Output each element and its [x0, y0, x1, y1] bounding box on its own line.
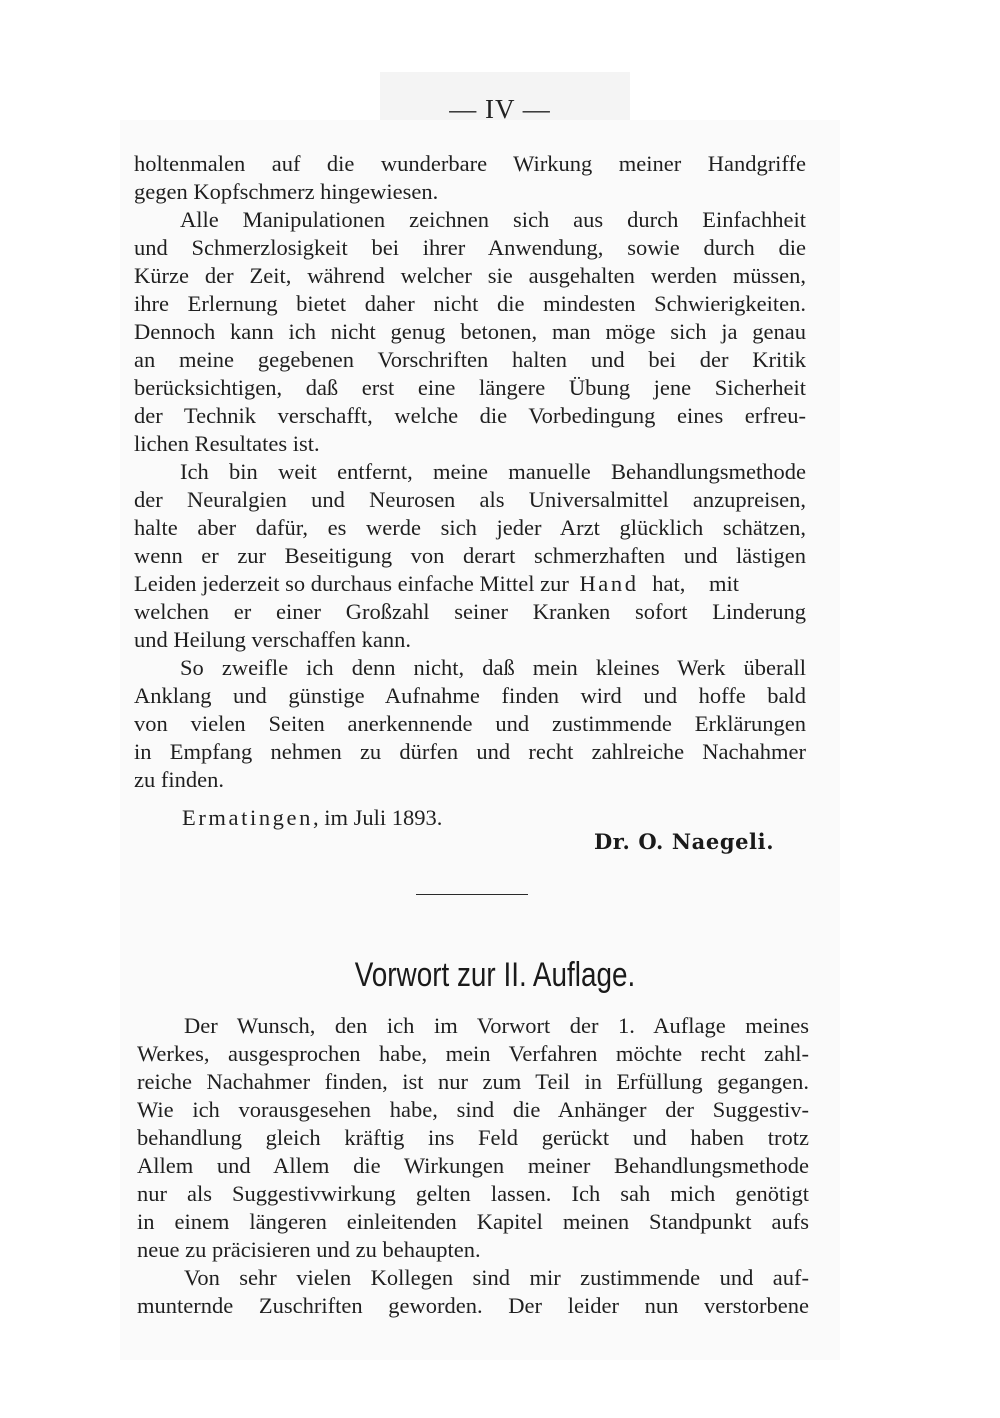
- text-line: gegen Kopfschmerz hingewiesen.: [134, 179, 439, 204]
- text-line: der Neuralgien und Neurosen als Universalmittel anzupreisen,: [134, 487, 806, 512]
- text-line: Werkes, ausgesprochen habe, mein Verfahren möchte recht zahl-: [137, 1041, 809, 1066]
- place-and-date: [182, 804, 442, 832]
- text-line: [134, 570, 739, 598]
- text-line: ihre Erlernung bietet daher nicht die mindesten Schwierigkeiten.: [134, 291, 806, 316]
- signature: Dr. O. Naegeli.: [594, 829, 775, 854]
- text-line: der Technik verschafft, welche die Vorbedingung eines erfreu-: [134, 403, 806, 428]
- text-line: welchen er einer Großzahl seiner Kranken sofort Linderung: [134, 599, 806, 624]
- text-line: Dennoch kann ich nicht genug betonen, man möge sich ja genau: [134, 319, 806, 344]
- page-number: — IV —: [449, 94, 551, 124]
- text-line: Kürze der Zeit, während welcher sie ausgehalten werden müssen,: [134, 263, 806, 288]
- section-divider: [416, 894, 528, 895]
- text-line-start: Leiden jederzeit so durchaus einfache Mittel zur: [134, 571, 569, 596]
- text-line: nur als Suggestivwirkung gelten lassen. Ich sah mich genötigt: [137, 1181, 809, 1206]
- text-line: Von sehr vielen Kollegen sind mir zustimmende und auf-: [184, 1265, 809, 1290]
- text-line: behandlung gleich kräftig ins Feld gerückt und haben trotz: [137, 1125, 809, 1150]
- text-line: Anklang und günstige Aufnahme finden wird und hoffe bald: [134, 683, 806, 708]
- text-line: Wie ich vorausgesehen habe, sind die Anhänger der Suggestiv-: [137, 1097, 809, 1122]
- text-line: in einem längeren einleitenden Kapitel meinen Standpunkt aufs: [137, 1209, 809, 1234]
- emphasized-word: Hand: [579, 571, 639, 596]
- text-line: lichen Resultates ist.: [134, 431, 320, 456]
- text-line: So zweifle ich denn nicht, daß mein kleines Werk überall: [180, 655, 806, 680]
- place: Ermatingen: [182, 805, 313, 830]
- text-line: Ich bin weit entfernt, meine manuelle Behandlungsmethode: [180, 459, 806, 484]
- text-line: Alle Manipulationen zeichnen sich aus durch Einfachheit: [180, 207, 806, 232]
- text-line: und Heilung verschaffen kann.: [134, 627, 411, 652]
- text-line: von vielen Seiten anerkennende und zustimmende Erklärungen: [134, 711, 806, 736]
- text-line: holtenmalen auf die wunderbare Wirkung meiner Handgriffe: [134, 151, 806, 176]
- text-line: Der Wunsch, den ich im Vorwort der 1. Auflage meines: [184, 1013, 809, 1038]
- text-line: Allem und Allem die Wirkungen meiner Behandlungsmethode: [137, 1153, 809, 1178]
- text-line: neue zu präcisieren und zu behaupten.: [137, 1237, 481, 1262]
- date: , im Juli 1893.: [312, 805, 443, 830]
- text-line: und Schmerzlosigkeit bei ihrer Anwendung, sowie durch die: [134, 235, 806, 260]
- text-line: reiche Nachahmer finden, ist nur zum Teil in Erfüllung gegangen.: [137, 1069, 809, 1094]
- text-line-end: hat, mit: [652, 571, 739, 596]
- text-line: in Empfang nehmen zu dürfen und recht zahlreiche Nachahmer: [134, 739, 806, 764]
- text-line: halte aber dafür, es werde sich jeder Arzt glücklich schätzen,: [134, 515, 806, 540]
- text-line: wenn er zur Beseitigung von derart schmerzhaften und lästigen: [134, 543, 806, 568]
- text-line: an meine gegebenen Vorschriften halten und bei der Kritik: [134, 347, 806, 372]
- text-line: berücksichtigen, daß erst eine längere Übung jene Sicherheit: [134, 375, 806, 400]
- text-line: munternde Zuschriften geworden. Der leider nun verstorbene: [137, 1293, 809, 1318]
- section-title: Vorwort zur II. Auflage.: [354, 956, 636, 994]
- text-line: zu finden.: [134, 767, 224, 792]
